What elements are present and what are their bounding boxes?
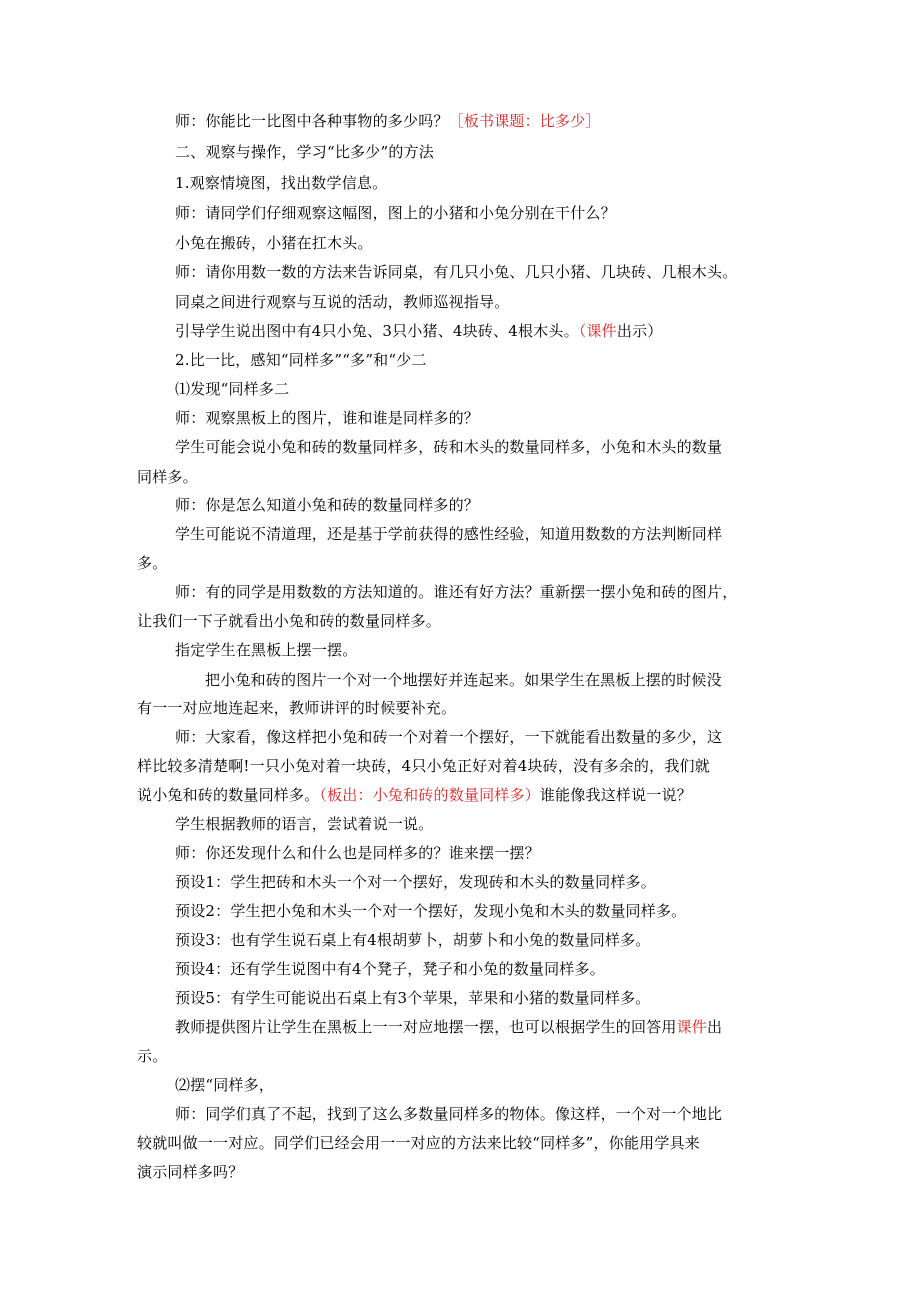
preset-5 (175, 988, 651, 1008)
section-heading-2 (175, 142, 434, 162)
line-8-seg-3: 出示） (616, 322, 663, 340)
text-line-6 (175, 262, 737, 282)
line-28-seg-1: 预设2：学生把小兔和木头一个对一个摆好，发现小兔和木头的数量同样多。 (175, 902, 687, 920)
text-line-26 (175, 843, 540, 863)
text-line-25 (175, 814, 433, 834)
line-21-seg-1: 有一一对应地连起来，教师讲评的时候要补充。 (137, 699, 457, 717)
text-line-18 (137, 611, 441, 631)
line-25-seg-1: 学生根据教师的语言，尝试着说一说。 (175, 815, 434, 833)
text-line-12 (175, 437, 722, 457)
preset-4 (175, 959, 605, 979)
text-line-13 (137, 467, 198, 487)
line-11-seg-1: 师：观察黑板上的图片，谁和谁是同样多的？ (175, 409, 480, 427)
subheading-2-1 (175, 379, 289, 399)
text-line-22 (175, 727, 722, 747)
line-6-seg-1: 师：请你用数一数的方法来告诉同桌，有几只小兔、几只小猪、几块砖、几根木头。 (175, 263, 738, 281)
courseware-annotation: （课件 (578, 322, 617, 340)
line-18-seg-1: 让我们一下子就看出小兔和砖的数量同样多。 (137, 612, 442, 630)
line-15-seg-1: 学生可能说不清道理，还是基于学前获得的感性经验，知道用数数的方法判断同样 (175, 525, 723, 543)
subheading-2 (175, 350, 427, 370)
line-27-seg-1: 预设1：学生把砖和木头一个对一个摆好，发现砖和木头的数量同样多。 (175, 873, 656, 891)
text-line-23 (137, 756, 710, 776)
line-20-seg-1: 把小兔和砖的图片一个对一个地摆好并连起来。如果学生在黑板上摆的时候没 (205, 671, 722, 689)
line-36-seg-1: 较就叫做一一对应。同学们已经会用一一对应的方法来比较“同样多”，你能用学具来 (137, 1134, 700, 1152)
text-line-17 (175, 582, 737, 602)
text-line-15 (175, 524, 722, 544)
text-line-33 (137, 1046, 167, 1066)
text-line-1 (175, 111, 601, 131)
text-line-4 (175, 203, 616, 223)
preset-2 (175, 901, 686, 921)
line-32-seg-3: 出 (707, 1018, 723, 1036)
text-line-37 (137, 1162, 243, 1182)
text-line-14 (175, 495, 479, 515)
line-10-seg-1: ⑴发现“同样多二 (175, 380, 290, 398)
line-31-seg-1: 预设5：有学生可能说出石桌上有3个苹果，苹果和小猪的数量同样多。 (175, 989, 651, 1007)
text-line-5 (175, 233, 373, 253)
text-line-20 (205, 670, 722, 690)
line-5-seg-1: 小兔在搬砖，小猪在扛木头。 (175, 234, 373, 252)
preset-1 (175, 872, 656, 892)
board-title-annotation: ［板书课题：比多少］ (448, 112, 601, 130)
line-14-seg-1: 师：你是怎么知道小兔和砖的数量同样多的？ (175, 496, 480, 514)
line-16-seg-1: 多。 (137, 554, 168, 572)
text-line-16 (137, 553, 167, 573)
line-8-seg-1: 引导学生说出图中有4只小兔、3只小猪、4块砖、4根木头。 (175, 322, 579, 340)
line-30-seg-1: 预设4：还有学生说图中有4个凳子，凳子和小兔的数量同样多。 (175, 960, 605, 978)
line-3-seg-1: 1.观察情境图，找出数学信息。 (175, 174, 388, 192)
line-7-seg-1: 同桌之间进行观察与互说的活动，教师巡视指导。 (175, 293, 510, 311)
line-23-seg-1: 样比较多清楚啊!一只小兔对着一块砖，4只小兔正好对着4块砖，没有多余的，我们就 (137, 757, 710, 775)
line-24-seg-3: 谁能像我这样说一说？ (539, 786, 692, 804)
line-29-seg-1: 预设3：也有学生说石桌上有4根胡萝卜，胡萝卜和小兔的数量同样多。 (175, 931, 651, 949)
line-32-seg-1: 教师提供图片让学生在黑板上一一对应地摆一摆，也可以根据学生的回答用 (175, 1018, 677, 1036)
text-line-19 (175, 640, 357, 660)
text-line-24 (137, 785, 692, 805)
line-2-seg-1: 二、观察与操作，学习“比多少”的方法 (175, 143, 434, 161)
text-line-7 (175, 292, 509, 312)
text-line-11 (175, 408, 479, 428)
line-13-seg-1: 同样多。 (137, 468, 198, 486)
line-19-seg-1: 指定学生在黑板上摆一摆。 (175, 641, 358, 659)
subheading-2-2 (175, 1075, 274, 1095)
text-line-8 (175, 321, 663, 341)
preset-3 (175, 930, 651, 950)
courseware-annotation-2: 课件 (676, 1018, 708, 1036)
line-17-seg-1: 师：有的同学是用数数的方法知道的。谁还有好方法？重新摆一摆小兔和砖的图片， (175, 583, 738, 601)
line-22-seg-1: 师：大家看，像这样把小兔和砖一个对着一个摆好，一下就能看出数量的多少，这 (175, 728, 723, 746)
line-9-seg-1: 2.比一比，感知“同样多”“多”和“少二 (175, 351, 427, 369)
subheading-1 (175, 173, 387, 193)
text-line-32 (175, 1017, 722, 1037)
line-12-seg-1: 学生可能会说小兔和砖的数量同样多，砖和木头的数量同样多，小兔和木头的数量 (175, 438, 723, 456)
line-26-seg-1: 师：你还发现什么和什么也是同样多的？谁来摆一摆？ (175, 844, 540, 862)
board-note-annotation: （板出：小兔和砖的数量同样多） (319, 786, 540, 804)
text-line-21 (137, 698, 456, 718)
line-35-seg-1: 师：同学们真了不起，找到了这么多数量同样多的物体。像这样，一个对一个地比 (175, 1105, 723, 1123)
text-line-36 (137, 1133, 700, 1153)
line-37-seg-1: 演示同样多吗？ (137, 1163, 244, 1181)
text-line-35 (175, 1104, 722, 1124)
line-1-seg-1: 师：你能比一比图中各种事物的多少吗？ (175, 112, 449, 130)
line-33-seg-1: 示。 (137, 1047, 168, 1065)
line-4-seg-1: 师：请同学们仔细观察这幅图，图上的小猪和小兔分别在干什么？ (175, 204, 616, 222)
line-34-seg-1: ⑵摆“同样多， (175, 1076, 275, 1094)
line-24-seg-1: 说小兔和砖的数量同样多。 (137, 786, 320, 804)
